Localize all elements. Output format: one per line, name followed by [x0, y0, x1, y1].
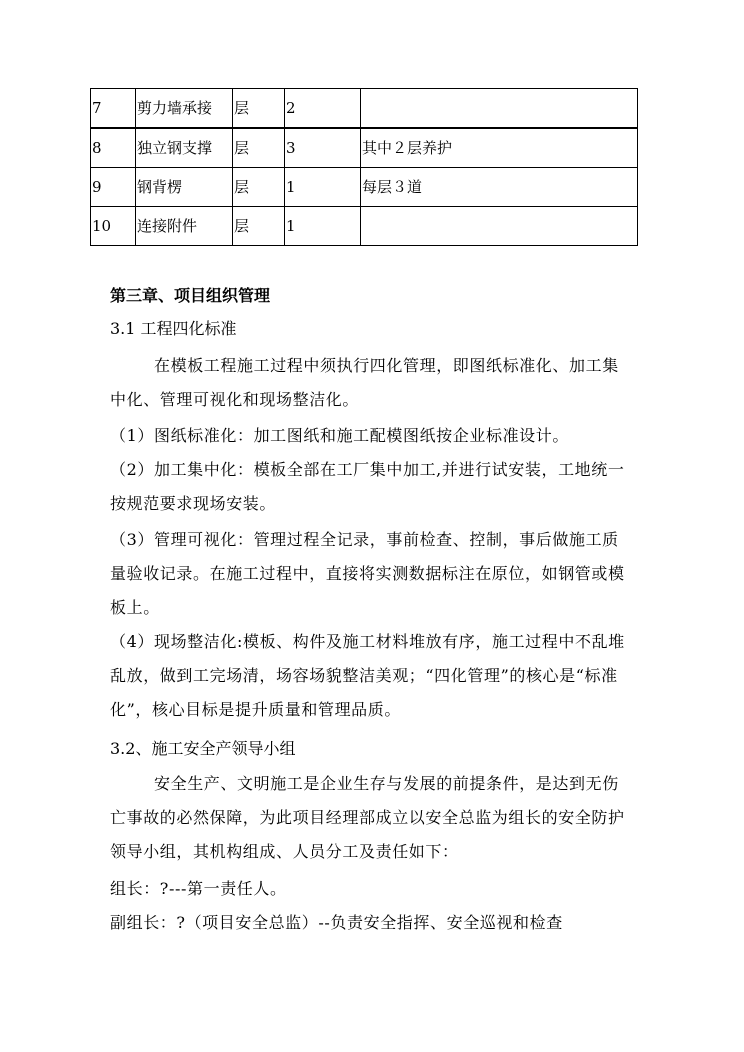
section-title-3-2: 3.2、施工安全产领导小组	[110, 739, 296, 758]
table-row	[91, 128, 638, 168]
table-cell-no: 8	[91, 128, 136, 168]
table-cell-note	[361, 89, 638, 129]
table-row	[91, 89, 638, 129]
materials-table	[90, 88, 638, 246]
table-cell-name: 连接附件	[136, 207, 233, 246]
table-cell-no: 10	[91, 207, 136, 246]
table-cell-qty: 3	[285, 128, 361, 168]
table-cell-unit: 层	[233, 128, 285, 168]
leader-line: 组长：?---第一责任人。	[110, 879, 287, 898]
deputy-leader-line: 副组长：?（项目安全总监）--负责安全指挥、安全巡视和检查	[110, 913, 563, 932]
standard-item-4: （4）现场整洁化:模板、构件及施工材料堆放有序，施工过程中不乱堆乱放，做到工完场清，场容场貌整洁美观；“四化管理”的核心是“标准化”，核心目标是提升质量和管理品质。	[110, 632, 625, 719]
table-cell-no: 7	[91, 89, 136, 129]
chapter-title: 第三章、项目组织管理	[110, 286, 271, 305]
table-cell-name: 独立钢支撑	[136, 128, 233, 168]
table-row	[91, 207, 638, 246]
standard-item-1: （1）图纸标准化：加工图纸和施工配模图纸按企业标准设计。	[110, 426, 569, 445]
table-cell-name: 剪力墙承接	[136, 89, 233, 129]
standard-item-2: （2）加工集中化：模板全部在工厂集中加工,并进行试安装，工地统一按规范要求现场安装。	[110, 460, 625, 513]
table-cell-name: 钢背楞	[136, 168, 233, 207]
table-cell-no: 9	[91, 168, 136, 207]
table-cell-unit: 层	[233, 89, 285, 129]
table-cell-qty: 2	[285, 89, 361, 129]
section-3-2-intro: 安全生产、文明施工是企业生存与发展的前提条件，是达到无伤亡事故的必然保障，为此项目经理部成立以安全总监为组长的安全防护领导小组，其机构组成、人员分工及责任如下：	[110, 774, 625, 861]
table-cell-note: 每层３道	[361, 168, 638, 207]
table-cell-note	[361, 207, 638, 246]
table-cell-qty: 1	[285, 168, 361, 207]
table-cell-qty: 1	[285, 207, 361, 246]
standard-item-3: （3）管理可视化：管理过程全记录，事前检查、控制，事后做施工质量验收记录。在施工过程中，直接将实测数据标注在原位，如钢管或模板上。	[110, 530, 625, 617]
table-cell-unit: 层	[233, 168, 285, 207]
section-3-1-intro: 在模板工程施工过程中须执行四化管理，即图纸标准化、加工集中化、管理可视化和现场整洁化。	[110, 356, 619, 409]
section-title-3-1: 3.1 工程四化标准	[110, 319, 237, 338]
table-cell-note: 其中２层养护	[361, 128, 638, 168]
table-cell-unit: 层	[233, 207, 285, 246]
table-row	[91, 168, 638, 207]
